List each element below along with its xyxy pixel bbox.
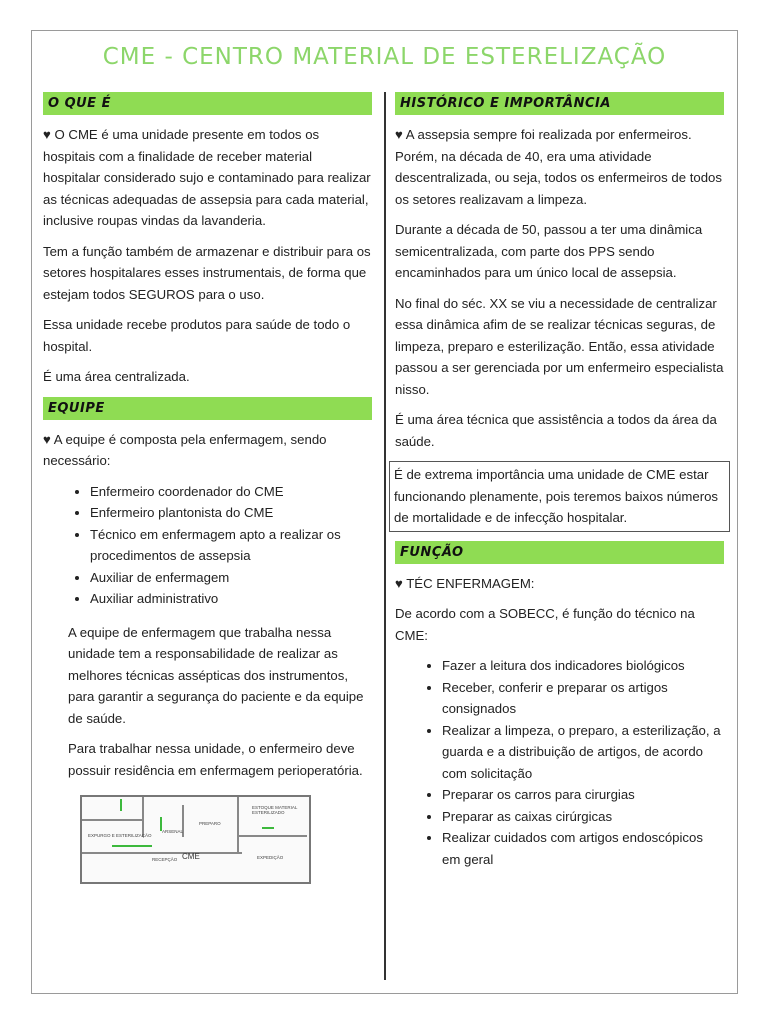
left-column bbox=[43, 92, 372, 884]
paragraph: A equipe de enfermagem que trabalha nessa unidade tem a responsabilidade de realizar as melhores técnicas assépticas dos instrumentos, para garantir a segurança do paciente e da equipe de saúde. bbox=[68, 624, 364, 726]
section-heading-funcao: FUNÇÃO bbox=[395, 541, 724, 564]
list-item: • Auxiliar de enfermagem bbox=[90, 567, 372, 589]
section-heading-o-que-e: O QUE É bbox=[43, 92, 372, 115]
paragraph: É uma área técnica que assistência a todos da área da saúde. bbox=[395, 412, 717, 449]
plan-main-label: CME bbox=[182, 852, 200, 861]
plan-label: RECEPÇÃO bbox=[152, 857, 178, 862]
list-item: • Fazer a leitura dos indicadores biológicos bbox=[442, 655, 724, 677]
floor-plan-image bbox=[80, 795, 311, 884]
list-item: • Auxiliar administrativo bbox=[90, 588, 372, 610]
paragraph: É uma área centralizada. bbox=[43, 369, 190, 384]
function-list bbox=[395, 655, 724, 870]
paragraph: ♥ A assepsia sempre foi realizada por enfermeiros. Porém, na década de 40, era uma atividade descentralizada, ou seja, todos os enfermeiros de todos os setores realizavam a limpeza. bbox=[395, 127, 722, 207]
paragraph: Durante a década de 50, passou a ter uma dinâmica semicentralizada, com parte dos PPS sendo encaminhados para um único local de assepsia. bbox=[395, 222, 703, 280]
plan-label: EXPURGO E ESTERILIZAÇÃO bbox=[88, 833, 152, 838]
list-item: • Preparar as caixas cirúrgicas bbox=[442, 806, 724, 828]
highlight-box: É de extrema importância uma unidade de CME estar funcionando plenamente, pois teremos baixos números de mortalidade e de infecção hospitalar. bbox=[389, 461, 730, 532]
paragraph: Tem a função também de armazenar e distribuir para os setores hospitalares esses instrumentais, de forma que estejam todos SEGUROS para o uso. bbox=[43, 243, 371, 302]
list-item: • Realizar cuidados com artigos endoscópicos em geral bbox=[442, 827, 724, 870]
page-title: CME - CENTRO MATERIAL DE ESTERELIZAÇÃO bbox=[102, 44, 667, 70]
paragraph: ♥ TÉC ENFERMAGEM: bbox=[395, 575, 535, 591]
column-divider bbox=[384, 92, 386, 980]
section-heading-historico: HISTÓRICO E IMPORTÂNCIA bbox=[395, 92, 724, 115]
plan-label: ARSENAL bbox=[162, 829, 184, 834]
list-item: • Receber, conferir e preparar os artigos consignados bbox=[442, 677, 724, 720]
plan-label: PREPARO bbox=[199, 821, 221, 826]
right-column bbox=[395, 92, 724, 882]
team-list bbox=[43, 481, 372, 610]
list-item: • Realizar a limpeza, o preparo, a esterilização, a guarda e a distribuição de artigos, de acordo com solicitação bbox=[442, 720, 724, 785]
section-heading-equipe: EQUIPE bbox=[43, 397, 372, 420]
paragraph: Essa unidade recebe produtos para saúde de todo o hospital. bbox=[43, 317, 351, 354]
list-item: • Enfermeiro plantonista do CME bbox=[90, 502, 372, 524]
list-item: • Preparar os carros para cirurgias bbox=[442, 784, 724, 806]
paragraph: ♥ A equipe é composta pela enfermagem, sendo necessário: bbox=[43, 431, 327, 468]
paragraph: No final do séc. XX se viu a necessidade de centralizar essa dinâmica afim de se realizar técnicas seguras, de limpeza, preparo e esterilização. Então, essa atividade passou a ser gerenciada por um enfermeiro especialista nisso. bbox=[395, 295, 724, 397]
plan-label: EXPEDIÇÃO bbox=[257, 855, 284, 860]
paragraph: Para trabalhar nessa unidade, o enfermeiro deve possuir residência em enfermagem perioperatória. bbox=[68, 741, 363, 778]
paragraph: De acordo com a SOBECC, é função do técnico na CME: bbox=[395, 606, 695, 643]
list-item: • Técnico em enfermagem apto a realizar os procedimentos de assepsia bbox=[90, 524, 372, 567]
plan-label: ESTOQUE MATERIAL ESTERILIZADO bbox=[252, 805, 298, 815]
list-item: • Enfermeiro coordenador do CME bbox=[90, 481, 372, 503]
paragraph: ♥ O CME é uma unidade presente em todos os hospitais com a finalidade de receber material hospitalar considerado sujo e contaminado para realizar as técnicas adequadas de assepsia para cada material, inclusive roupas vindas da lavanderia. bbox=[43, 127, 371, 228]
